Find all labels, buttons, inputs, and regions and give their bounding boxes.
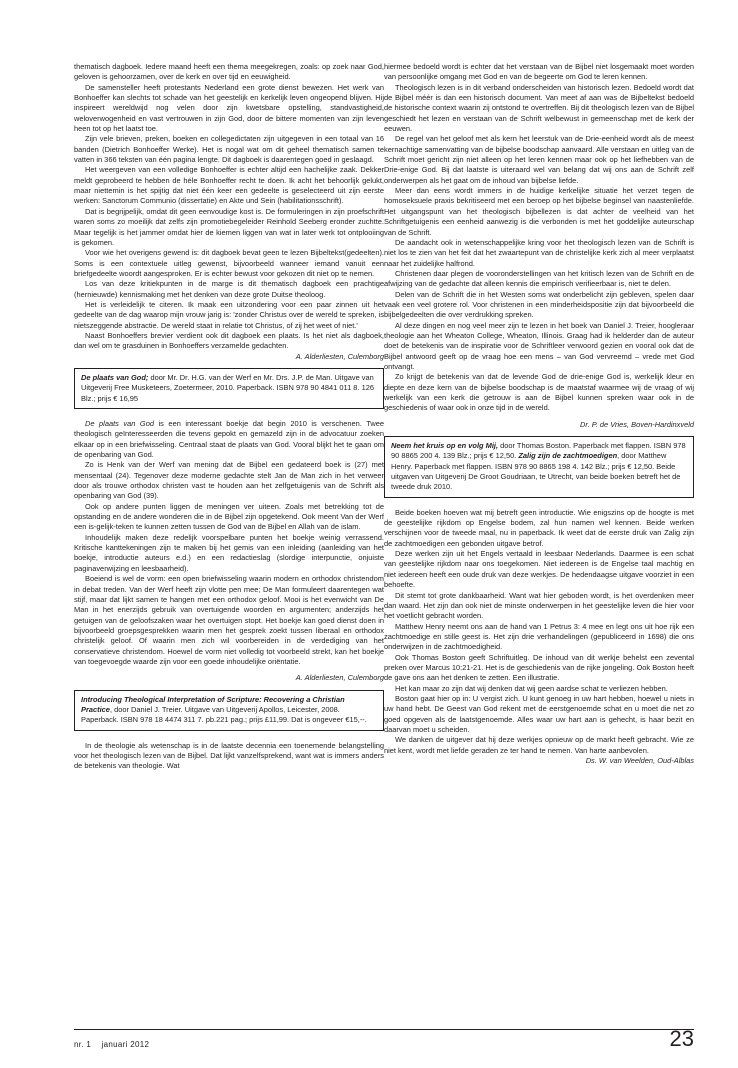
book-info-box [74, 368, 384, 409]
paragraph: We danken de uitgever dat hij deze werkjes opnieuw op de markt heeft gebracht. Wie ze niet kent, wordt met liefde geraden ze ter hand te nemen. Van harte aanbevolen. [384, 735, 694, 755]
paragraph: De samensteller heeft protestants Nederland een grote dienst bewezen. Het werk van Bonhoeffer kan slechts tot schade van het geestelijk en kerkelijk leven ongeopend blijven. Hij inspireert wereldwijd nog velen door zijn kwetsbare opstelling, standvastigheid, weloverwogenheid en vast vertrouwen in zijn God, door de bittere momenten van zijn leven heen tot op het laatst toe. [74, 82, 384, 134]
paragraph: Theologisch lezen is in dit verband onderscheiden van historisch lezen. Bedoeld wordt dat de Bijbel méér is dan een historisch document. Van meet af aan was de Bijbeltekst bedoeld de historische context waarin zij ontstond te overtreffen. Bij dit theologisch lezen van de Bijbel geschiedt het lezen en verstaan van de Schrift welbewust in gemeenschap met de kerk der eeuwen. [384, 82, 694, 134]
review-signature: A. Alderliesten, Culemborg [295, 351, 384, 361]
paragraph: Boeiend is wel de vorm: een open briefwisseling waarin modern en orthodox christendom in debat treden. Van der Werf heeft zijn vlotte pen mee; De Man formuleert daarentegen wat stijf, maar dat lijkt samen te hangen met een orthodox geloof. Mooi is het evenwicht van De Man in het enerzijds gebruik van overtuigende woorden en argumenten; anderzijds het getuigen van de geloofszaken waar het overtuigen stopt. Het boekje kan goed dienst doen in bijvoorbeeld groepsgesprekken waarin men het gesprek zoekt tussen liberaal en orthodox christelijk geloof. Of waarin men zich wil voorbereiden in de verdediging van het conservatieve christendom. Hoewel de vorm niet volledig tot voorbeeld strekt, kan het boekje van toegevoegde waarde zijn voor een goede inhoudelijke oriëntatie. [74, 574, 384, 666]
paragraph: Christenen daar plegen de vooronderstellingen van het kritisch lezen van de Schrift en de afwijzing van de gedachte dat alleen kennis die empirisch verifieerbaar is, niet te delen. [384, 268, 694, 289]
review-signature: A. Alderliesten, Culemborg [295, 673, 384, 683]
book-details: , door Daniel J. Treier. Uitgave van Uitgeverij Apollos, Leicester, 2008. Paperback. ISBN 978 18 4474 311 7. pb.221 pag.; prijs £11,99. Dat is ongeveer €15,--. [81, 704, 367, 725]
book-info-box [74, 690, 384, 731]
book-details: , door Matthew Henry. Paperback met flappen. ISBN 978 90 8865 198 4. 142 Blz.; prijs € 12,50. Beide uitgaven van Uitgeverij De Groot Goudriaan, te Utrecht, van beide boeken betreft het de tweede druk 2010. [391, 451, 681, 492]
footer-issue-info [74, 1040, 157, 1049]
paragraph: Dat is begrijpelijk, omdat dit geen eenvoudige kost is. De formuleringen in zijn proefschrift waren soms zo moeilijk dat zelfs zijn promotiebegeleider Reinhold Seeberg eronder zuchtte. Maar tegelijk is het jammer omdat hier de kiemen liggen van wat in later werk tot ontplooiing is gekomen. [74, 206, 384, 247]
paragraph: Inhoudelijk maken deze redelijk voorspelbare punten het boekje weinig verrassend. Kritische kanttekeningen zijn te maken bij het gemis van een inleiding (aanleiding van het boekje, introductie auteurs e.d.) en een redactieslag (slordige interpunctie, onjuiste paginaverwijzing en leesbaarheid). [74, 532, 384, 573]
issue-date: januari 2012 [101, 1040, 150, 1049]
book-title: Zalig zijn de zachtmoedigen [518, 451, 618, 461]
paragraph: Matthew Henry neemt ons aan de hand van 1 Petrus 3: 4 mee en legt ons uit hoe rijk een zachtmoedige en stille geest is. Het zijn drie verhandelingen (gepubliceerd in 1698) die ons onderwijzen in de zachtmoedigheid. [384, 621, 694, 652]
review-signature: Ds. W. van Weelden, Oud-Alblas [585, 756, 694, 765]
paragraph: In de theologie als wetenschap is in de laatste decennia een toenemende belangstelling voor het theologisch lezen van de Bijbel. Dat lijkt vanzelfsprekend, want wat is immers anders de betekenis van theologie. Wat [74, 740, 384, 771]
paragraph: Beide boeken hoeven wat mij betreft geen introductie. Wie enigszins op de hoogte is met de geestelijke rijkdom op Engelse bodem, zal hun namen wel kennen. Beide werken verschijnen voor de tweede maal, nu in paperback. Ik weet dat de eerste druk van Zalig zijn de zachtmoedigen een gebonden uitgave betrof. [384, 507, 694, 548]
paragraph: Zo is Henk van der Werf van mening dat de Bijbel een gedateerd boek is (27) met mensentaal (24). Tegenover deze moderne gedachte stelt Jan de Man zich in het verweer door als trouwe orthodox christen vast te houden aan het zelfgetuigenis van de Schrift als openbaring van God (39). [74, 460, 384, 501]
paragraph: hiermee bedoeld wordt is echter dat het verstaan van de Bijbel niet losgemaakt moet worden van persoonlijke omgang met God en van de begeerte om God te leren kennen. [384, 62, 694, 82]
book-details: door Mr. Dr. H.G. van der Werf en Mr. Drs. J.P. de Man. Uitgave van Uitgeverij Free Musketeers, Zoetermeer, 2010. Paperback. ISBN 978 90 4841 011 8. 126 Blz.; prijs € 16,95 [81, 372, 374, 403]
paragraph: Het is verleidelijk te citeren. Ik maak een uitzondering voor een paar zinnen uit het gedeelte van de dag waarop mijn vrouw jarig is: 'zonder Christus over de wereld te spreken, is nietszeggende abstractie. De wereld staat in relatie tot Christus, of zij het weet of niet.' [74, 299, 384, 330]
footer-divider [74, 1029, 694, 1030]
review-signature: Dr. P. de Vries, Boven-Hardinxveld [580, 419, 694, 429]
right-column [384, 62, 694, 772]
paragraph: De regel van het geloof met als kern het leerstuk van de Drie-eenheid wordt als de meest kernachtige samenvatting van de bijbelse boodschap aanvaard. Alle verstaan en uitleg van de Schrift moet gericht zijn niet alleen op het leren kennen maar ook op het liefhebben van de Drie-enige God. Bij dat laatste is uiteraard wel van belang dat wij ons aan de Schrift zelf onderwerpen als het gaat om de inhoud van bijbelse liefde. [384, 134, 694, 185]
paragraph: Deze werken zijn uit het Engels vertaald in leesbaar Nederlands. Daarmee is een schat van geestelijke rijkdom naar ons toegekomen. Niet iedereen is de Engelse taal machtig en niet iedereen heeft een oude druk van deze werkjes. De hedendaagse uitgave voorziet in een behoefte. [384, 549, 694, 590]
paragraph: is een interessant boekje dat begin 2010 is verschenen. Twee theologisch geïnteresseerden die tevens gepokt en gemazeld zijn in de advocatuur zoeken elkaar op in een briefwisseling. Centraal staat de plaats van God. Vooral blijkt het te gaan om de openbaring van God. [74, 419, 384, 460]
book-details: door Thomas Boston. Paperback met flappen. ISBN 978 90 8865 200 4. 139 Blz.; prijs € 12,50. [391, 441, 686, 461]
paragraph: Het weergeven van een volledige Bonhoeffer is echter altijd een hachelijke zaak. Dekker meldt geprobeerd te hebben de héle Bonhoeffer recht te doen. Ik acht het behoorlijk gelukt, maar niettemin is het spijtig dat niet één keer een gedeelte is geselecteerd uit zijn eerste werken: Sanctorum Communio (dissertatie) en Akte und Sein (habilitationsschrift). [74, 165, 384, 206]
paragraph: Zijn vele brieven, preken, boeken en collegedictaten zijn uitgegeven in een totaal van 16 banden (Dietrich Bonhoeffer Werke). Het is nogal wat om dit geheel thematisch samen te vatten in 366 teksten van één pagina lengte. Dit dagboek is daarentegen goed in geslaagd. [74, 134, 384, 165]
paragraph: Ook Thomas Boston geeft Schriftuitleg. De inhoud van dit werkje behelst een zevental preken over Marcus 10:21-21. Het is de geschiedenis van de rijke jongeling. Ook Boston heeft de gave ons aan het denken te zetten. Een illustratie. [384, 652, 694, 683]
paragraph: Dit stemt tot grote dankbaarheid. Want wat hier geboden wordt, is het overdenken meer dan waard. Het zijn dan ook niet de minste onderwerpen in het geestelijke leven die hier voor het voetlicht gebracht worden. [384, 590, 694, 621]
book-info-box [384, 436, 694, 498]
paragraph: Naast Bonhoeffers brevier verdient ook dit dagboek een plaats. Is het niet als dagboek, dan wel om te grasduinen in Bonhoeffers verzamelde gedachten. [74, 330, 384, 351]
paragraph: Los van deze kritiekpunten in de marge is dit thematisch dagboek een prachtige (hernieuwde) kennismaking met het denken van deze grote Duitse theoloog. [74, 279, 384, 299]
book-title-inline: De plaats van God [85, 419, 154, 428]
issue-number: nr. 1 [74, 1040, 92, 1049]
paragraph: Zo krijgt de betekenis van dat de levende God de drie-enige God is, werkelijk kleur en diepte en deze kern van de bijbelse boodschap is de maatstaf waarmee wij de vraag of wij werkelijk van een kerk die getrouw is aan de Bijbel kunnen spreken waar ook in de geschiedenis of waar ook in onze tijd in de wereld. [384, 372, 694, 413]
paragraph: Het kan maar zo zijn dat wij denken dat wij geen aardse schat te verliezen hebben. [395, 683, 668, 693]
paragraph: Delen van de Schrift die in het Westen soms wat onderbelicht zijn gebleven, spelen daar vaak een veel grotere rol. Voor christenen in een minderheidspositie zijn dat bijvoorbeeld die bijbelgedeelten die over verdrukking spreken. [384, 289, 694, 320]
paragraph: thematisch dagboek. Iedere maand heeft een thema meegekregen, zoals: op zoek naar God, geloven is gehoorzamen, over de kerk en over tijd en eeuwigheid. [74, 62, 384, 82]
paragraph: Boston gaat hier op in: U vergist zich. U kunt genoeg in uw hart hebben, hoewel u niets in uw hand hebt. De Geest van God rekent met de eerstgenoemde schat en u moet die net zo goed opgeven als de laatstgenoemde. Alles waar uw hart aan is gehecht, is haar bezit en daarvan moet u scheiden. [384, 693, 694, 734]
page-number: 23 [669, 1026, 694, 1051]
book-title: Neem het kruis op en volg Mij, [391, 441, 499, 451]
left-column [74, 62, 384, 772]
paragraph: Al deze dingen en nog veel meer zijn te lezen in het boek van Daniel J. Treier, hoogleraar theologie aan het Wheaton College, Wheaton, Illinois. Graag had ik helderder dan de auteur doet de betekenis van de inspiratie voor de Schriftleer verwoord gezien en vooral ook dat de Bijbel antwoord geeft op de vraag hoe een mens – van God vervreemd – vrede met God ontvangt. [384, 320, 694, 371]
paragraph: De aandacht ook in wetenschappelijke kring voor het theologisch lezen van de Schrift is niet los te zien van het feit dat het zwaartepunt van de christelijke kerk zich al meer verplaatst naar het zuidelijke halfrond. [384, 237, 694, 268]
paragraph: Ook op andere punten liggen de meningen ver uiteen. Zoals met betrekking tot de opstanding en de andere wonderen die in de Bijbel zijn opgetekend. Ook meent Van der Werf een is-gelijk-teken te kunnen zetten tussen de God van de Bijbel en Allah van de islam. [74, 501, 384, 532]
book-title: De plaats van God; [81, 372, 149, 382]
paragraph: Meer dan eens wordt immers in de huidige kerkelijke situatie het verzet tegen de homoseksuele praxis bekritiseerd met een beroep op het bijbelse beginsel van naastenliefde. Het uitgangspunt van het theologisch bijbellezen is dat achter de veelheid van het Schriftgetuigenis een eenheid aanwezig is die verbonden is met het goddelijke auteurschap van de Schrift. [384, 186, 694, 237]
book-title: Introducing Theological Interpretation of Scripture: Recovering a Christian Practice [81, 694, 345, 714]
paragraph: Voor wie het overigens gewend is: dit dagboek bevat geen te lezen Bijbeltekst(gedeelten). Soms is een contextuele uitleg gewenst, bijvoorbeeld wanneer iemand vanuit een briefgedeelte woordt aangesproken. Er is echter bewust voor gekozen dit niet op te nemen. [74, 248, 384, 278]
